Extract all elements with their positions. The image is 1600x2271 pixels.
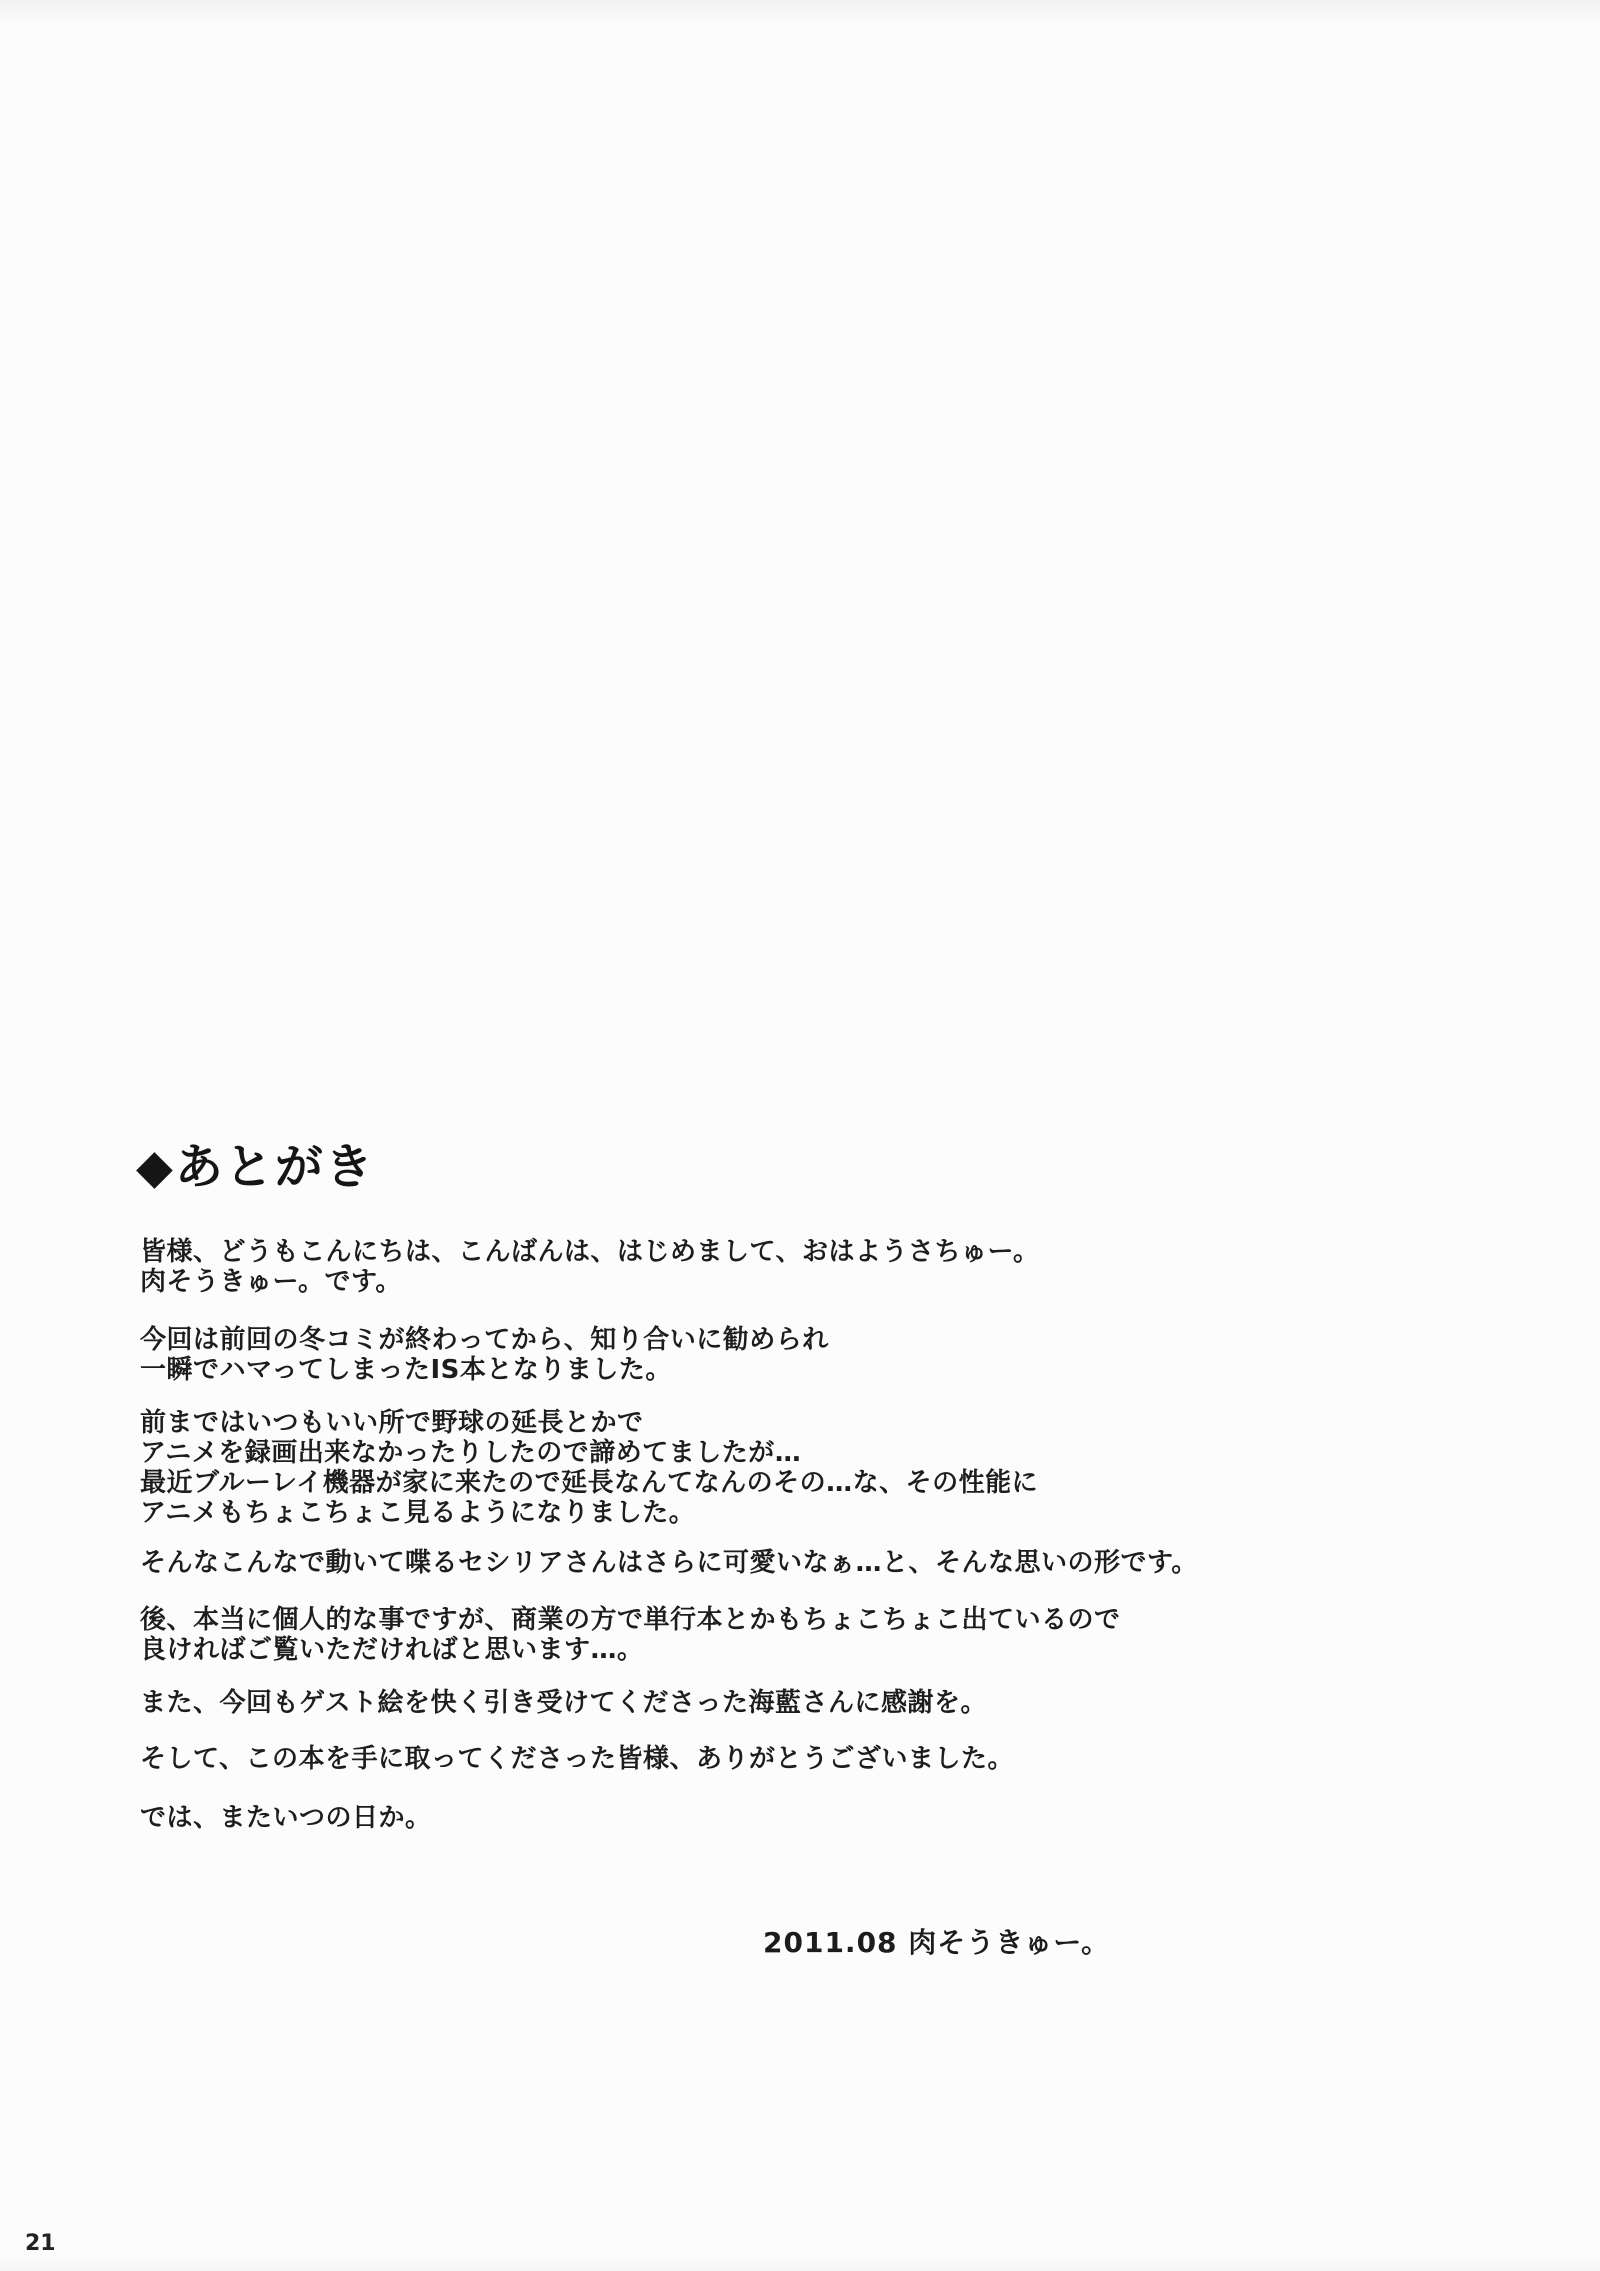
page-number: 21 [25,2231,56,2256]
text-line: 良ければご覧いただければと思います…。 [140,1635,644,1665]
text-line: 一瞬でハマってしまったIS本となりました。 [140,1355,672,1385]
text-line: アニメを録画出来なかったりしたので諦めてましたが… [140,1438,802,1468]
afterword-paragraph-commercial [140,1605,1121,1665]
afterword-paragraph-bluray [140,1408,1038,1528]
afterword-paragraph-guest-thanks [140,1688,987,1718]
afterword-paragraph-cecilia [140,1548,1198,1578]
afterword-title: ◆あとがき [136,1139,375,1195]
afterword-paragraph-farewell [140,1803,432,1833]
text-line: そして、この本を手に取ってくださった皆様、ありがとうございました。 [140,1744,1014,1774]
text-line: 皆様、どうもこんにちは、こんばんは、はじめまして、おはようさちゅー。 [140,1237,1040,1267]
text-line: 最近ブルーレイ機器が家に来たので延長なんてなんのその…な、その性能に [140,1468,1039,1498]
text-line: では、またいつの日か。 [140,1803,432,1833]
text-line: また、今回もゲスト絵を快く引き受けてくださった海藍さんに感謝を。 [140,1688,987,1718]
afterword-paragraph-intro [140,1325,829,1385]
text-line: 肉そうきゅー。です。 [140,1267,402,1297]
text-line: アニメもちょこちょこ見るようになりました。 [140,1498,696,1528]
afterword-paragraph-reader-thanks [140,1744,1014,1774]
text-line: 前まではいつもいい所で野球の延長とかで [140,1408,644,1438]
afterword-paragraph-greeting [140,1237,1039,1297]
date-signature: 2011.08 肉そうきゅー。 [763,1926,1111,1959]
text-line: 後、本当に個人的な事ですが、商業の方で単行本とかもちょこちょこ出ているので [140,1605,1121,1635]
text-line: 今回は前回の冬コミが終わってから、知り合いに勧められ [140,1325,829,1355]
text-line: そんなこんなで動いて喋るセシリアさんはさらに可愛いなぁ…と、そんな思いの形です。 [140,1548,1198,1578]
